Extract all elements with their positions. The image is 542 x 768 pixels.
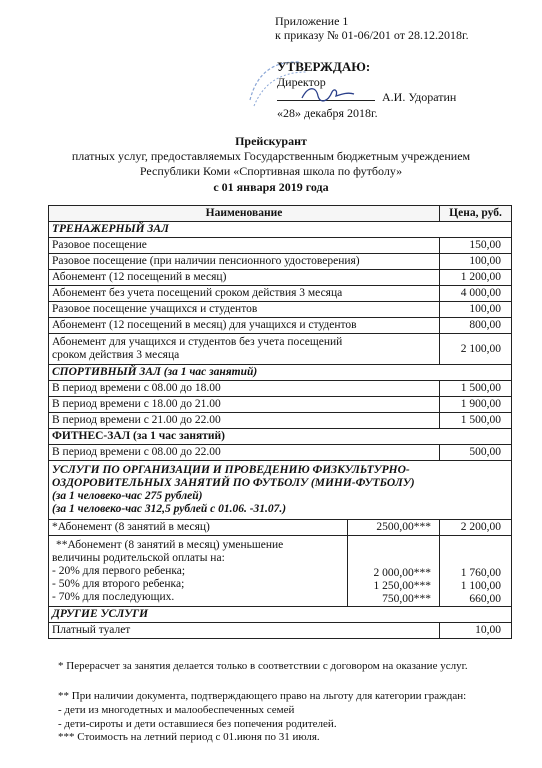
table-row (49, 334, 512, 365)
table-header-row (49, 206, 512, 222)
service-name: Абонемент без учета посещений сроком действия 3 месяца (49, 286, 440, 302)
discount-line1: **Абонемент (8 занятий в месяц) уменьшение (56, 538, 284, 551)
section-title: СПОРТИВНЫЙ ЗАЛ (за 1 час занятий) (49, 365, 512, 381)
table-row (49, 413, 512, 429)
service-name: *Абонемент (8 занятий в месяц) (49, 520, 348, 536)
table-row (49, 520, 512, 536)
summer-price-3: 750,00*** (382, 593, 431, 605)
service-price-1: 1 760,00 (460, 567, 501, 579)
table-row (49, 238, 512, 254)
service-price: 1 500,00 (440, 381, 512, 397)
service-price-2: 1 100,00 (460, 580, 501, 592)
service-name: Абонемент (12 посещений в месяц) для учащихся и студентов (49, 318, 440, 334)
director-title: Директор (277, 75, 326, 89)
footnote-2: ** При наличии документа, подтверждающего право на льготу для категории граждан: (58, 690, 467, 702)
service-name: Абонемент (12 посещений в месяц) (49, 270, 440, 286)
table-row (49, 302, 512, 318)
service-name (49, 334, 440, 365)
section-title: ФИТНЕС-ЗАЛ (за 1 час занятий) (49, 429, 512, 445)
signatory-name: А.И. Удоратин (382, 90, 457, 104)
column-header-name: Наименование (49, 206, 440, 222)
service-name: Разовое посещение (при наличии пенсионного удостоверения) (49, 254, 440, 270)
service-name-line2: сроком действия 3 месяца (52, 349, 180, 361)
discount-line5: - 70% для последующих. (52, 590, 175, 603)
service-price-3: 660,00 (469, 593, 501, 605)
table-row (49, 445, 512, 461)
table-row (49, 397, 512, 413)
summer-prices (348, 536, 440, 607)
discount-line4: - 50% для второго ребенка; (52, 577, 185, 590)
service-price: 100,00 (440, 302, 512, 318)
footnote-4: - дети-сироты и дети оставшиеся без попечения родителей. (58, 718, 337, 730)
document-title: Прейскурант (235, 134, 307, 148)
section-title (49, 461, 512, 520)
service-price: 100,00 (440, 254, 512, 270)
table-row (49, 318, 512, 334)
service-name: Разовое посещение учащихся и студентов (49, 302, 440, 318)
service-price: 1 500,00 (440, 413, 512, 429)
service-name: В период времени с 08.00 до 22.00 (49, 445, 440, 461)
service-name (49, 536, 348, 607)
section-title-line3: (за 1 человеко-час 275 рублей) (52, 490, 203, 502)
table-row (49, 381, 512, 397)
service-price: 150,00 (440, 238, 512, 254)
approval-heading: УТВЕРЖДАЮ: (277, 59, 371, 74)
service-price: 1 200,00 (440, 270, 512, 286)
service-price: 2 100,00 (440, 334, 512, 365)
service-name: Разовое посещение (49, 238, 440, 254)
approval-date: «28» декабря 2018г. (277, 106, 378, 120)
table-row (49, 536, 512, 607)
section-title-line1: УСЛУГИ ПО ОРГАНИЗАЦИИ И ПРОВЕДЕНИЮ ФИЗКУЛЬТУРНО- (52, 464, 410, 476)
service-price: 1 900,00 (440, 397, 512, 413)
service-price: 4 000,00 (440, 286, 512, 302)
service-price: 10,00 (440, 623, 512, 639)
annex-label: Приложение 1 (275, 14, 349, 28)
service-name: В период времени с 21.00 до 22.00 (49, 413, 440, 429)
price-table (48, 205, 512, 639)
discount-line2: величины родительской оплаты на: (52, 551, 225, 564)
summer-price-1: 2 000,00*** (373, 567, 431, 579)
summer-price-2: 1 250,00*** (373, 580, 431, 592)
service-name: Платный туалет (49, 623, 440, 639)
column-header-price: Цена, руб. (440, 206, 512, 222)
order-reference: к приказу № 01-06/201 от 28.12.2018г. (275, 28, 469, 42)
service-price: 800,00 (440, 318, 512, 334)
summer-price: 2500,00*** (348, 520, 440, 536)
table-row (49, 270, 512, 286)
service-price: 2 200,00 (440, 520, 512, 536)
table-row (49, 286, 512, 302)
service-name: В период времени с 18.00 до 21.00 (49, 397, 440, 413)
footnote-5: *** Стоимость на летний период с 01.июня по 31 июля. (58, 731, 320, 743)
section-title: ТРЕНАЖЕРНЫЙ ЗАЛ (49, 222, 512, 238)
table-row (49, 254, 512, 270)
section-title-line4: (за 1 человеко-час 312,5 рублей с 01.06. -31.07.) (52, 503, 287, 515)
document-subtitle-line2: Республики Коми «Спортивная школа по футболу» (139, 164, 403, 178)
signature-icon (298, 82, 358, 106)
service-name: В период времени с 08.00 до 18.00 (49, 381, 440, 397)
discount-line3: - 20% для первого ребенка; (52, 564, 186, 577)
footnote-1: * Перерасчет за занятия делается только в соответствии с договором на оказание услуг. (58, 660, 468, 672)
service-name-line1: Абонемент для учащихся и студентов без учета посещений (52, 336, 343, 348)
section-title: ДРУГИЕ УСЛУГИ (49, 607, 512, 623)
service-price: 500,00 (440, 445, 512, 461)
table-row (49, 623, 512, 639)
footnote-3: - дети из многодетных и малообеспеченных семей (58, 704, 295, 716)
service-prices (440, 536, 512, 607)
document-subtitle-line1: платных услуг, предоставляемых Государственным бюджетным учреждением (71, 149, 471, 163)
section-title-line2: ОЗДОРОВИТЕЛЬНЫХ ЗАНЯТИЙ ПО ФУТБОЛУ (МИНИ-ФУТБОЛУ) (52, 477, 415, 489)
effective-date: с 01 января 2019 года (213, 180, 329, 194)
